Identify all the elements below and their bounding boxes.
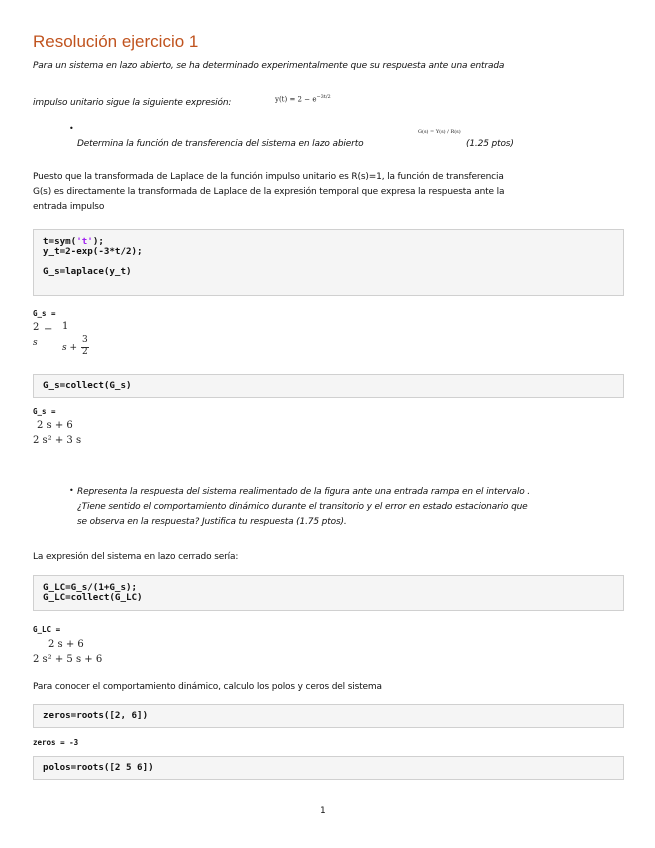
expr-gs: G(s) = Y(s) / R(s) xyxy=(418,129,461,135)
frac-den-right: s + xyxy=(62,343,78,353)
bullet-1-text: Determina la función de transferencia del sistema en lazo abierto xyxy=(77,139,364,149)
code-block-4[interactable] xyxy=(33,704,624,728)
frac-num-left: 2 xyxy=(33,322,40,333)
code-line: G_LC=collect(G_LC) xyxy=(43,592,143,603)
code-line: zeros=roots([2, 6]) xyxy=(43,710,149,721)
bullet-1-marker: • xyxy=(69,124,74,133)
code-line: G_s=collect(G_s) xyxy=(43,380,132,391)
page-title: Resolución ejercicio 1 xyxy=(33,32,199,51)
output-label: G_LC = xyxy=(33,625,61,634)
output-2-denominator: 2 s² + 3 s xyxy=(33,435,82,446)
para-3: Para conocer el comportamiento dinámico, calculo los polos y ceros del sistema xyxy=(33,682,382,692)
code-block-5[interactable] xyxy=(33,756,624,780)
code-line: polos=roots([2 5 6]) xyxy=(43,762,154,773)
page-number: 1 xyxy=(320,806,326,816)
code-block-2[interactable] xyxy=(33,374,624,398)
intro-line-1: Para un sistema en lazo abierto, se ha determinado experimentalmente que su respuesta ante una entrada xyxy=(33,61,505,71)
code-line: t=sym('t'); xyxy=(43,236,104,247)
output-label: G_s = xyxy=(33,309,56,318)
bullet-2-line-3: se observa en la respuesta? Justifica tu respuesta (1.75 ptos). xyxy=(77,517,347,527)
code-line: G_LC=G_s/(1+G_s); xyxy=(43,582,138,593)
code-line: y_t=2-exp(-3*t/2); xyxy=(43,246,143,257)
output-4: zeros = -3 xyxy=(33,738,79,747)
inner-frac-num: 3 xyxy=(82,335,88,345)
bullet-2-marker: • xyxy=(69,486,74,495)
para-1-line-2: G(s) es directamente la transformada de Laplace de la expresión temporal que expresa la respuesta ante la xyxy=(33,187,505,197)
intro-line-2: impulso unitario sigue la siguiente expresión: xyxy=(33,98,232,108)
para-2: La expresión del sistema en lazo cerrado sería: xyxy=(33,552,239,562)
code-block-3[interactable] xyxy=(33,575,624,611)
bullet-2-line-2: ¿Tiene sentido el comportamiento dinámico durante el transitorio y el error en estado estacionario que xyxy=(77,502,528,512)
frac-num-right: 1 xyxy=(62,321,69,332)
expr-yt: $y(t) = 2 - e^{-3t/2}$ xyxy=(275,94,331,104)
bullet-2-line-1: Representa la respuesta del sistema realimentado de la figura ante una entrada rampa en el intervalo . xyxy=(77,487,530,497)
code-line: G_s=laplace(y_t) xyxy=(43,266,132,277)
frac-den-left: s xyxy=(33,338,38,348)
output-2-numerator: 2 s + 6 xyxy=(37,420,73,431)
bullet-1-points: (1.25 ptos) xyxy=(466,139,514,149)
inner-frac-den: 2 xyxy=(82,347,88,357)
para-1-line-3: entrada impulso xyxy=(33,202,105,212)
output-3-numerator: 2 s + 6 xyxy=(48,639,84,650)
para-1-line-1: Puesto que la transformada de Laplace de la función impulso unitario es R(s)=1, la función de transferencia xyxy=(33,172,504,182)
output-label: G_s = xyxy=(33,407,56,416)
code-block-1[interactable] xyxy=(33,229,624,296)
minus-sign: − xyxy=(44,324,53,335)
output-3-denominator: 2 s² + 5 s + 6 xyxy=(33,654,103,665)
